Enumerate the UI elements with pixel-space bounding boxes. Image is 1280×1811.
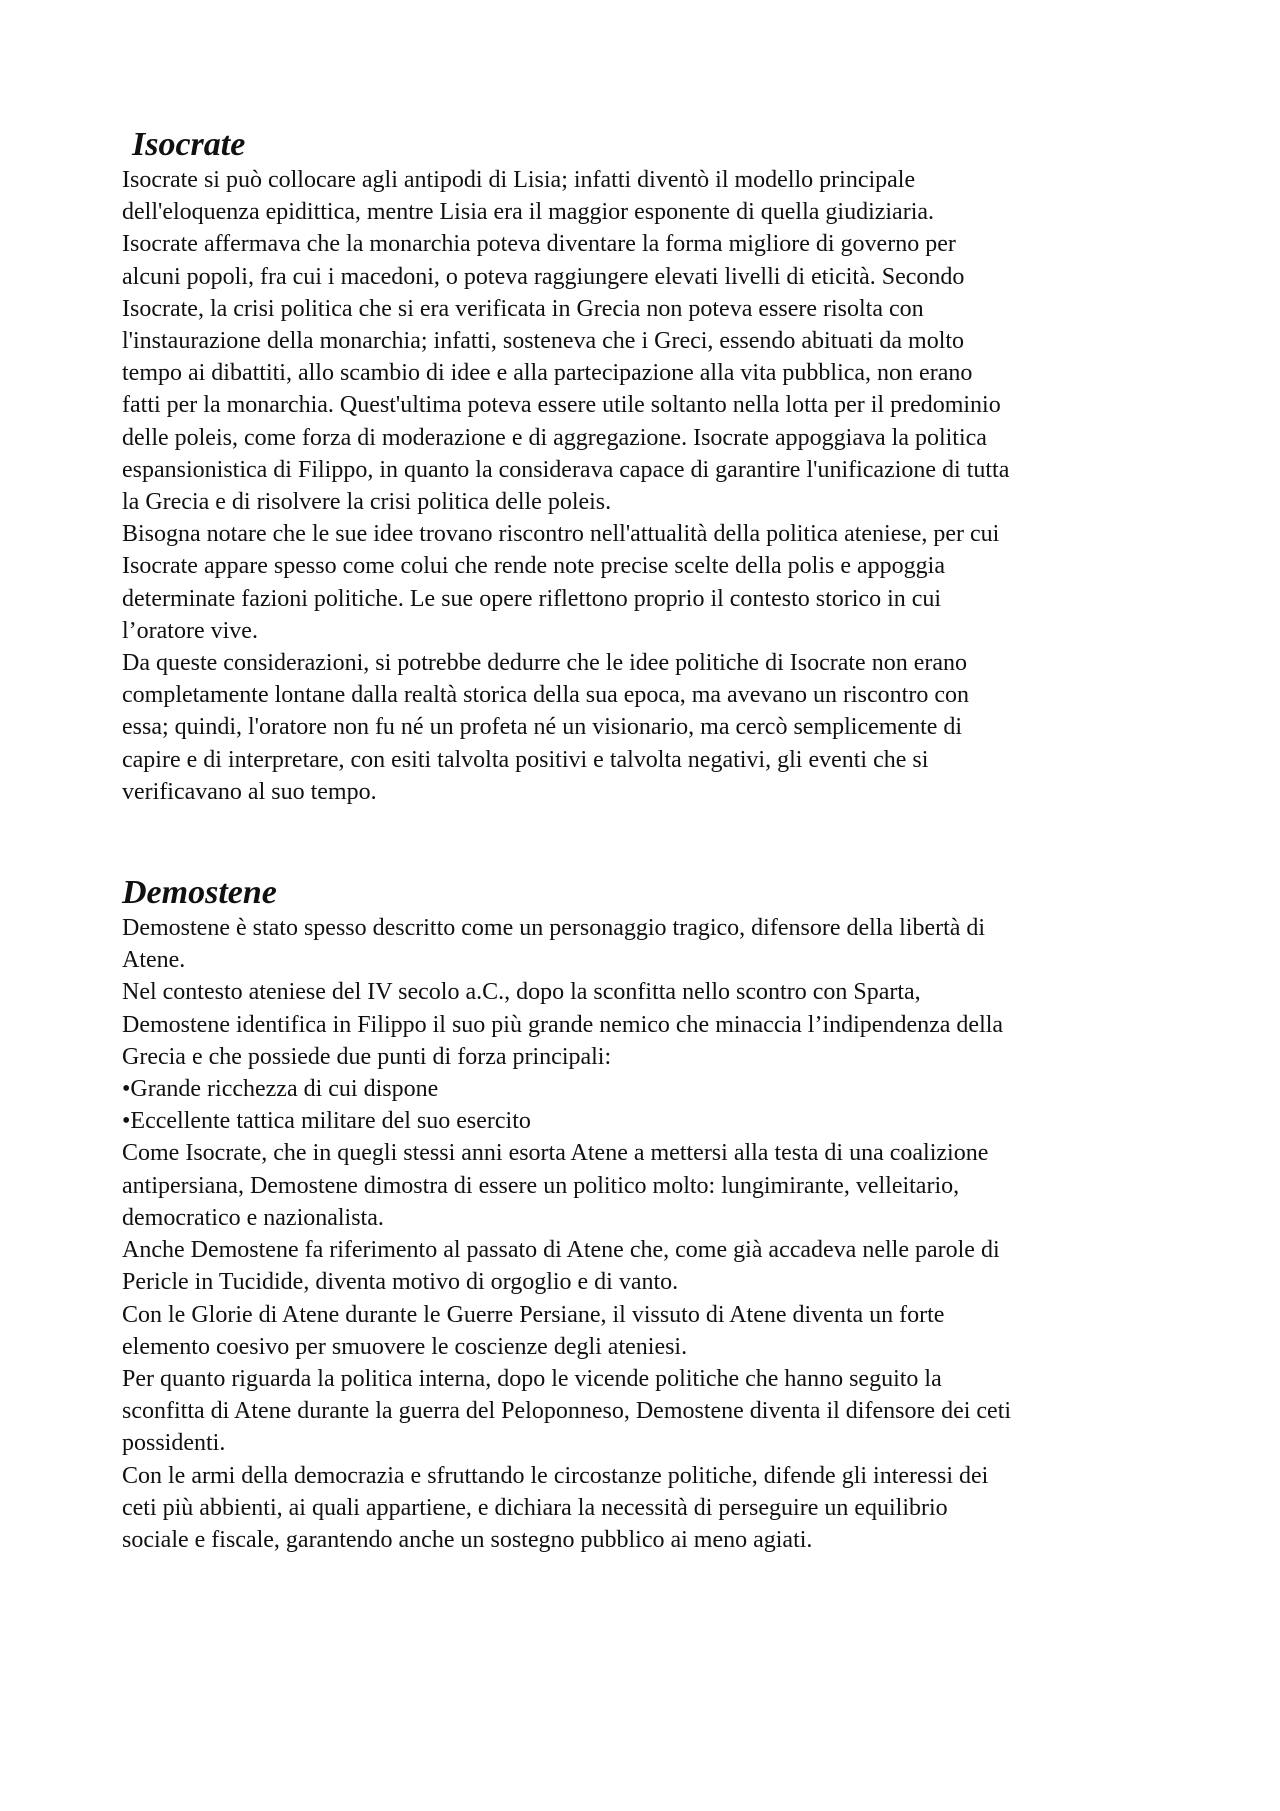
paragraph: Isocrate si può collocare agli antipodi di Lisia; infatti diventò il modello principale dell'eloquenza epidittica, mentre Lisia era il maggior esponente di quella giudiziaria. Isocrate affermava che la monarchia poteva diventare la forma migliore di governo per alcuni popoli, fra cui i macedoni, o poteva raggiungere elevati livelli di eticità. Secondo Isocrate, la crisi politica che si era verificata in Grecia non poteva essere risolta con l'instaurazione della monarchia; infatti, sosteneva che i Greci, essendo abituati da molto tempo ai dibattiti, allo scambio di idee e alla partecipazione alla vita pubblica, non erano fatti per la monarchia. Quest'ultima poteva essere utile soltanto nella lotta per il predominio delle poleis, come forza di moderazione e di aggregazione. Isocrate appoggiava la politica espansionistica di Filippo, in quanto la considerava capace di garantire l'unificazione di tutta la Grecia e di risolvere la crisi politica delle poleis. bbox=[122, 167, 1010, 516]
paragraph: Nel contesto ateniese del IV secolo a.C., dopo la sconfitta nello scontro con Sparta, Demostene identifica in Filippo il suo più grande nemico che minaccia l’indipendenza della Grecia e che possiede due punti di forza principali: bbox=[122, 979, 1004, 1070]
paragraph: Da queste considerazioni, si potrebbe dedurre che le idee politiche di Isocrate non erano completamente lontane dalla realtà storica della sua epoca, ma avevano un riscontro con essa; quindi, l'oratore non fu né un profeta né un visionario, ma cercò semplicemente di capire e di interpretare, con esiti talvolta positivi e talvolta negativi, gli eventi che si verificavano al suo tempo. bbox=[122, 650, 969, 805]
paragraph: Come Isocrate, che in quegli stessi anni esorta Atene a mettersi alla testa di una coalizione antipersiana, Demostene dimostra di essere un politico molto: lungimirante, velleitario, democratico e nazionalista. bbox=[122, 1140, 989, 1231]
paragraph: Anche Demostene fa riferimento al passato di Atene che, come già accadeva nelle parole di Pericle in Tucidide, diventa motivo di orgoglio e di vanto. bbox=[122, 1237, 1000, 1296]
section-isocrate bbox=[122, 126, 1172, 808]
section-demostene bbox=[122, 874, 1172, 1556]
paragraph: Per quanto riguarda la politica interna, dopo le vicende politiche che hanno seguito la sconfitta di Atene durante la guerra del Peloponneso, Demostene diventa il difensore dei ceti possidenti. bbox=[122, 1365, 1012, 1457]
document-content bbox=[122, 126, 1172, 1556]
paragraph: Demostene è stato spesso descritto come un personaggio tragico, difensore della libertà di Atene. bbox=[122, 915, 986, 974]
heading-demostene: Demostene bbox=[122, 874, 277, 912]
heading-isocrate: Isocrate bbox=[132, 126, 246, 163]
paragraph: Bisogna notare che le sue idee trovano riscontro nell'attualità della politica ateniese, per cui Isocrate appare spesso come colui che rende note precise scelte della polis e appoggia determinate fazioni politiche. Le sue opere riflettono proprio il contesto storico in cui l’oratore vive. bbox=[122, 521, 1000, 644]
list-item: •Grande ricchezza di cui dispone bbox=[122, 1076, 439, 1103]
section-spacer bbox=[122, 808, 1172, 874]
list-item: •Eccellente tattica militare del suo esercito bbox=[122, 1108, 531, 1135]
paragraph: Con le Glorie di Atene durante le Guerre Persiane, il vissuto di Atene diventa un forte elemento coesivo per smuovere le coscienze degli ateniesi. bbox=[122, 1301, 945, 1360]
paragraph: Con le armi della democrazia e sfruttando le circostanze politiche, difende gli interessi dei ceti più abbienti, ai quali appartiene, e dichiara la necessità di perseguire un equilibrio sociale e fiscale, garantendo anche un sostegno pubblico ai meno agiati. bbox=[122, 1462, 989, 1553]
bullet-list bbox=[122, 1073, 1172, 1137]
